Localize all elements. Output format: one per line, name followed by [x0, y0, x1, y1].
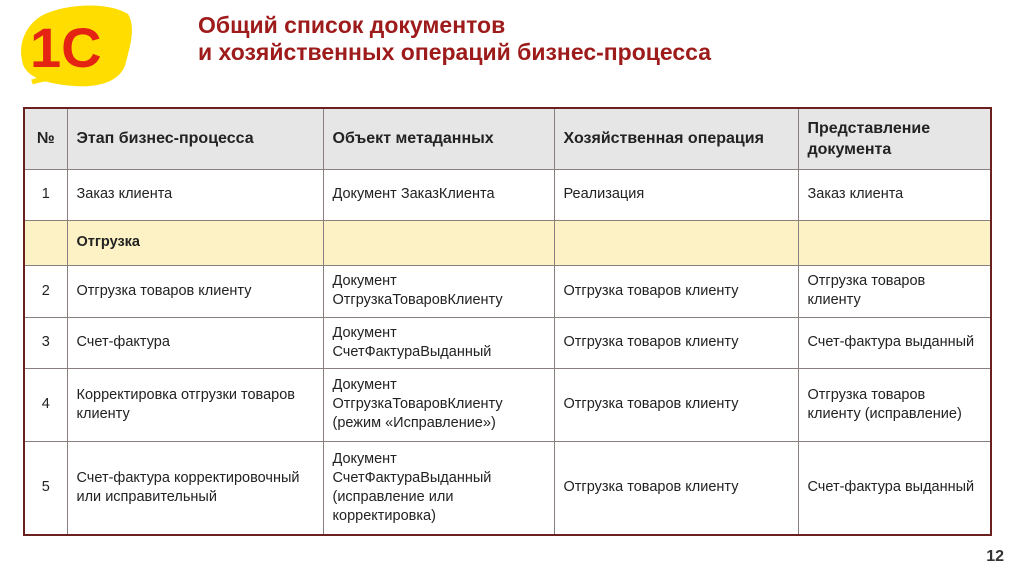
- cell-operation: Отгрузка товаров клиенту: [554, 317, 798, 368]
- cell-num: 1: [24, 169, 67, 220]
- table-row: [24, 317, 991, 368]
- title-line-2: и хозяйственных операций бизнес-процесса: [198, 39, 712, 65]
- logo-text: 1С: [30, 16, 102, 79]
- 1c-logo: [10, 4, 134, 88]
- cell-operation: Реализация: [554, 169, 798, 220]
- table-row: [24, 169, 991, 220]
- page-title: [198, 12, 711, 66]
- cell-object: Документ ЗаказКлиента: [323, 169, 554, 220]
- table-header-row: [24, 108, 991, 169]
- cell-operation: Отгрузка товаров клиенту: [554, 368, 798, 441]
- table-row: [24, 368, 991, 441]
- cell-stage: Заказ клиента: [67, 169, 323, 220]
- header-stage: Этап бизнес-процесса: [67, 108, 323, 169]
- documents-table: [23, 107, 992, 536]
- stage-label: Отгрузка: [67, 220, 323, 265]
- cell-operation: Отгрузка товаров клиенту: [554, 265, 798, 317]
- header-representation: Представление документа: [798, 108, 991, 169]
- cell-representation: Счет-фактура выданный: [798, 441, 991, 535]
- header-num: №: [24, 108, 67, 169]
- cell-num: 5: [24, 441, 67, 535]
- cell-operation: Отгрузка товаров клиенту: [554, 441, 798, 535]
- cell-object: Документ СчетФактураВыданный (исправление или корректировка): [323, 441, 554, 535]
- cell-representation: Счет-фактура выданный: [798, 317, 991, 368]
- cell-num: 3: [24, 317, 67, 368]
- cell-stage: Отгрузка товаров клиенту: [67, 265, 323, 317]
- stage-row: [24, 220, 991, 265]
- cell-object: Документ ОтгрузкаТоваровКлиенту: [323, 265, 554, 317]
- cell-num: 4: [24, 368, 67, 441]
- cell-stage: Корректировка отгрузки товаров клиенту: [67, 368, 323, 441]
- cell-representation: Заказ клиента: [798, 169, 991, 220]
- page-number: 12: [986, 548, 1004, 565]
- header-operation: Хозяйственная операция: [554, 108, 798, 169]
- header-object: Объект метаданных: [323, 108, 554, 169]
- table-row: [24, 441, 991, 535]
- cell-num: 2: [24, 265, 67, 317]
- cell-stage: Счет-фактура корректировочный или исправительный: [67, 441, 323, 535]
- table-row: [24, 265, 991, 317]
- cell-object: Документ СчетФактураВыданный: [323, 317, 554, 368]
- title-line-1: Общий список документов: [198, 12, 506, 38]
- cell-representation: Отгрузка товаров клиенту (исправление): [798, 368, 991, 441]
- cell-object: Документ ОтгрузкаТоваровКлиенту (режим «Исправление»): [323, 368, 554, 441]
- cell-stage: Счет-фактура: [67, 317, 323, 368]
- cell-representation: Отгрузка товаров клиенту: [798, 265, 991, 317]
